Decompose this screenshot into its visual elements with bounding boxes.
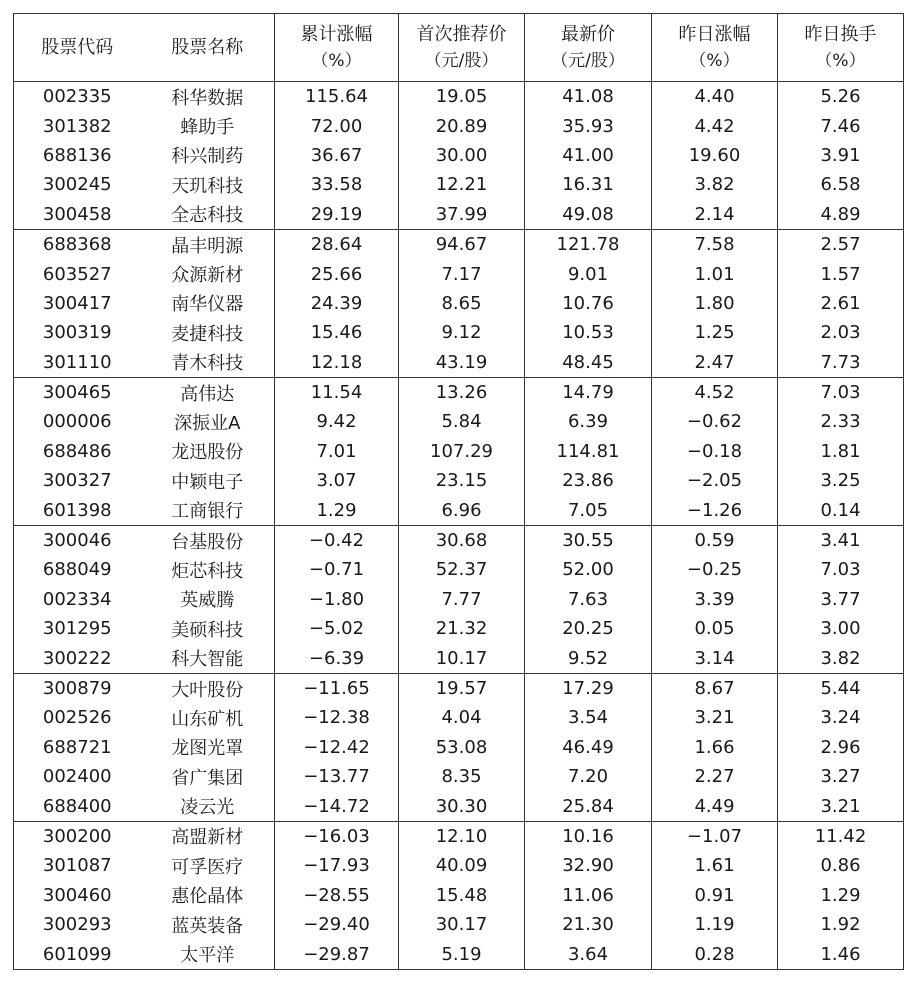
stock-table (13, 13, 904, 970)
table-row (14, 673, 904, 703)
table-row (14, 82, 904, 112)
table-row (14, 525, 904, 555)
cell-yesterday-turnover: 5.44 (778, 673, 904, 703)
cell-cumulative-gain: 36.67 (275, 141, 399, 170)
table-body (14, 82, 904, 970)
cell-yesterday-turnover: 2.33 (778, 407, 904, 436)
cell-yesterday-gain: −1.07 (652, 821, 778, 851)
cell-first-recommend-price: 43.19 (399, 348, 525, 378)
cell-stock-code: 688049 (42, 559, 112, 581)
cell-latest-price: 48.45 (525, 348, 652, 378)
cell-stock-code: 688486 (42, 440, 112, 462)
cell-cumulative-gain: 115.64 (275, 82, 399, 112)
cell-latest-price: 7.20 (525, 762, 652, 791)
cell-yesterday-turnover: 7.03 (778, 377, 904, 407)
cell-yesterday-gain: 4.40 (652, 82, 778, 112)
cell-yesterday-gain: 19.60 (652, 141, 778, 170)
cell-yesterday-gain: 0.05 (652, 614, 778, 643)
cell-latest-price: 6.39 (525, 407, 652, 436)
cell-yesterday-gain: 2.27 (652, 762, 778, 791)
cell-cumulative-gain: 33.58 (275, 170, 399, 199)
cell-latest-price: 16.31 (525, 170, 652, 199)
cell-first-recommend-price: 30.68 (399, 525, 525, 555)
cell-stock-code: 601398 (42, 499, 112, 521)
cell-stock-code: 301110 (42, 351, 112, 373)
cell-stock-code: 301295 (42, 618, 112, 640)
cell-stock-code: 300222 (42, 647, 112, 669)
cell-yesterday-turnover: 4.89 (778, 200, 904, 230)
cell-stock-code: 688400 (42, 795, 112, 817)
cell-stock-code: 300327 (42, 470, 112, 492)
cell-yesterday-turnover: 2.57 (778, 229, 904, 259)
table-row (14, 585, 904, 614)
cell-yesterday-gain: 2.47 (652, 348, 778, 378)
cell-yesterday-turnover: 0.86 (778, 851, 904, 880)
cell-stock-name: 南华仪器 (171, 294, 244, 316)
table-row (14, 141, 904, 170)
cell-stock-name: 天玑科技 (171, 175, 244, 197)
cell-first-recommend-price: 9.12 (399, 318, 525, 347)
cell-stock-name: 科华数据 (171, 87, 244, 109)
cell-latest-price: 41.08 (525, 82, 652, 112)
table-row (14, 614, 904, 643)
cell-yesterday-turnover: 3.25 (778, 466, 904, 495)
cell-first-recommend-price: 23.15 (399, 466, 525, 495)
cell-stock-name: 省广集团 (171, 767, 244, 789)
cell-yesterday-gain: 0.28 (652, 939, 778, 969)
cell-cumulative-gain: −11.65 (275, 673, 399, 703)
table-row (14, 318, 904, 347)
cell-cumulative-gain: −12.42 (275, 733, 399, 762)
cell-cumulative-gain: −0.42 (275, 525, 399, 555)
cell-yesterday-turnover: 3.91 (778, 141, 904, 170)
cell-stock-code: 300417 (42, 292, 112, 314)
cell-first-recommend-price: 12.21 (399, 170, 525, 199)
cell-yesterday-turnover: 3.41 (778, 525, 904, 555)
cell-first-recommend-price: 19.05 (399, 82, 525, 112)
table-row (14, 200, 904, 230)
cell-stock-code: 002526 (42, 707, 112, 729)
cell-latest-price: 21.30 (525, 910, 652, 939)
cell-stock-code: 000006 (42, 411, 112, 433)
cell-stock-name: 大叶股份 (141, 673, 275, 703)
table-row (14, 495, 904, 525)
cell-yesterday-gain: 1.80 (652, 289, 778, 318)
cell-yesterday-gain: 1.61 (652, 851, 778, 880)
cell-stock-code: 300319 (42, 322, 112, 344)
table-row (14, 407, 904, 436)
cell-stock-code: 601099 (42, 943, 112, 965)
cell-cumulative-gain: 11.54 (275, 377, 399, 407)
cell-stock-code: 300465 (14, 377, 141, 407)
cell-yesterday-turnover: 1.46 (778, 939, 904, 969)
cell-yesterday-turnover: 1.29 (778, 881, 904, 910)
cell-yesterday-gain: −1.26 (652, 495, 778, 525)
cell-cumulative-gain: −14.72 (275, 791, 399, 821)
header-yesterday-gain: 昨日涨幅 （%） (652, 14, 778, 82)
cell-first-recommend-price: 30.17 (399, 910, 525, 939)
cell-first-recommend-price: 30.00 (399, 141, 525, 170)
cell-latest-price: 3.54 (525, 703, 652, 732)
cell-first-recommend-price: 7.17 (399, 259, 525, 288)
cell-cumulative-gain: −1.80 (275, 585, 399, 614)
cell-stock-name: 美硕科技 (171, 619, 244, 641)
cell-cumulative-gain: 29.19 (275, 200, 399, 230)
cell-cumulative-gain: 12.18 (275, 348, 399, 378)
cell-cumulative-gain: −5.02 (275, 614, 399, 643)
cell-stock-name: 高盟新材 (141, 821, 275, 851)
cell-stock-name: 台基股份 (141, 525, 275, 555)
table-row (14, 762, 904, 791)
cell-latest-price: 35.93 (525, 111, 652, 140)
header-first-recommend-price: 首次推荐价 （元/股） (399, 14, 525, 82)
cell-yesterday-turnover: 1.92 (778, 910, 904, 939)
table-row (14, 939, 904, 969)
cell-latest-price: 11.06 (525, 881, 652, 910)
cell-stock-code: 300245 (42, 174, 112, 196)
cell-yesterday-gain: −0.25 (652, 555, 778, 584)
cell-latest-price: 10.76 (525, 289, 652, 318)
table-row (14, 111, 904, 140)
cell-yesterday-gain: 4.42 (652, 111, 778, 140)
cell-yesterday-turnover: 1.81 (778, 437, 904, 466)
cell-stock-code: 300879 (14, 673, 141, 703)
cell-stock-code: 002400 (42, 766, 112, 788)
header-row (14, 14, 904, 82)
cell-stock-code: 300458 (42, 203, 112, 225)
cell-yesterday-gain: 0.91 (652, 881, 778, 910)
cell-stock-name: 惠伦晶体 (171, 886, 244, 908)
cell-latest-price: 7.05 (525, 495, 652, 525)
cell-yesterday-turnover: 3.00 (778, 614, 904, 643)
cell-yesterday-gain: −2.05 (652, 466, 778, 495)
cell-cumulative-gain: −6.39 (275, 643, 399, 673)
cell-stock-name: 众源新材 (171, 265, 244, 287)
cell-yesterday-turnover: 3.21 (778, 791, 904, 821)
cell-yesterday-gain: −0.62 (652, 407, 778, 436)
cell-first-recommend-price: 107.29 (399, 437, 525, 466)
cell-first-recommend-price: 13.26 (399, 377, 525, 407)
cell-yesterday-gain: 0.59 (652, 525, 778, 555)
cell-latest-price: 52.00 (525, 555, 652, 584)
cell-cumulative-gain: −29.87 (275, 939, 399, 969)
cell-latest-price: 9.52 (525, 643, 652, 673)
cell-cumulative-gain: −0.71 (275, 555, 399, 584)
cell-stock-name: 深振业A (174, 412, 241, 434)
cell-stock-name: 龙迅股份 (171, 442, 244, 464)
cell-cumulative-gain: −17.93 (275, 851, 399, 880)
table-row (14, 881, 904, 910)
table-row (14, 791, 904, 821)
cell-cumulative-gain: 28.64 (275, 229, 399, 259)
cell-first-recommend-price: 53.08 (399, 733, 525, 762)
cell-cumulative-gain: −13.77 (275, 762, 399, 791)
table-row (14, 466, 904, 495)
stock-table-container (13, 13, 903, 970)
cell-stock-code: 301087 (42, 855, 112, 877)
cell-latest-price: 49.08 (525, 200, 652, 230)
table-row (14, 229, 904, 259)
cell-stock-name: 全志科技 (171, 205, 244, 227)
cell-yesterday-gain: 3.39 (652, 585, 778, 614)
cell-latest-price: 10.53 (525, 318, 652, 347)
table-row (14, 377, 904, 407)
header-stock-name: 股票名称 (141, 14, 275, 82)
cell-latest-price: 121.78 (525, 229, 652, 259)
cell-yesterday-turnover: 11.42 (778, 821, 904, 851)
cell-cumulative-gain: 15.46 (275, 318, 399, 347)
table-row (14, 170, 904, 199)
table-row (14, 555, 904, 584)
cell-yesterday-gain: −0.18 (652, 437, 778, 466)
cell-latest-price: 41.00 (525, 141, 652, 170)
cell-first-recommend-price: 10.17 (399, 643, 525, 673)
cell-first-recommend-price: 5.84 (399, 407, 525, 436)
cell-cumulative-gain: −12.38 (275, 703, 399, 732)
cell-yesterday-gain: 4.52 (652, 377, 778, 407)
cell-first-recommend-price: 8.65 (399, 289, 525, 318)
cell-stock-code: 688136 (42, 144, 112, 166)
cell-yesterday-turnover: 7.03 (778, 555, 904, 584)
cell-first-recommend-price: 37.99 (399, 200, 525, 230)
cell-yesterday-turnover: 1.57 (778, 259, 904, 288)
cell-stock-name: 蜂助手 (180, 117, 235, 139)
cell-yesterday-gain: 1.01 (652, 259, 778, 288)
cell-stock-name: 麦捷科技 (171, 323, 244, 345)
cell-latest-price: 14.79 (525, 377, 652, 407)
table-row (14, 851, 904, 880)
cell-yesterday-turnover: 0.14 (778, 495, 904, 525)
table-row (14, 437, 904, 466)
cell-stock-name: 中颖电子 (171, 471, 244, 493)
cell-latest-price: 10.16 (525, 821, 652, 851)
cell-latest-price: 17.29 (525, 673, 652, 703)
cell-latest-price: 3.64 (525, 939, 652, 969)
cell-first-recommend-price: 5.19 (399, 939, 525, 969)
cell-stock-code: 300293 (42, 914, 112, 936)
cell-first-recommend-price: 94.67 (399, 229, 525, 259)
cell-first-recommend-price: 15.48 (399, 881, 525, 910)
table-row (14, 348, 904, 378)
cell-latest-price: 114.81 (525, 437, 652, 466)
cell-yesterday-turnover: 3.27 (778, 762, 904, 791)
cell-stock-code: 603527 (42, 263, 112, 285)
cell-yesterday-gain: 1.25 (652, 318, 778, 347)
cell-stock-name: 可孚医疗 (171, 856, 244, 878)
cell-stock-name: 科大智能 (171, 649, 244, 671)
cell-stock-code: 300200 (14, 821, 141, 851)
header-cumulative-gain: 累计涨幅 （%） (275, 14, 399, 82)
cell-yesterday-gain: 3.21 (652, 703, 778, 732)
cell-first-recommend-price: 6.96 (399, 495, 525, 525)
cell-stock-name: 科兴制药 (171, 146, 244, 168)
table-row (14, 259, 904, 288)
table-row (14, 289, 904, 318)
cell-first-recommend-price: 20.89 (399, 111, 525, 140)
cell-stock-name: 工商银行 (171, 501, 244, 523)
cell-stock-name: 英威腾 (180, 590, 235, 612)
cell-first-recommend-price: 21.32 (399, 614, 525, 643)
cell-cumulative-gain: 1.29 (275, 495, 399, 525)
header-yesterday-turnover: 昨日换手 （%） (778, 14, 904, 82)
cell-yesterday-turnover: 2.96 (778, 733, 904, 762)
cell-stock-name: 青木科技 (171, 353, 244, 375)
cell-stock-name: 高伟达 (141, 377, 275, 407)
cell-stock-code: 002334 (42, 588, 112, 610)
cell-stock-code: 002335 (42, 86, 112, 108)
cell-yesterday-gain: 7.58 (652, 229, 778, 259)
cell-cumulative-gain: −28.55 (275, 881, 399, 910)
cell-stock-code: 688368 (14, 229, 141, 259)
table-row (14, 910, 904, 939)
header-latest-price: 最新价 （元/股） (525, 14, 652, 82)
cell-yesterday-gain: 1.19 (652, 910, 778, 939)
cell-latest-price: 25.84 (525, 791, 652, 821)
cell-stock-code: 301382 (42, 115, 112, 137)
cell-yesterday-turnover: 3.77 (778, 585, 904, 614)
table-row (14, 733, 904, 762)
cell-cumulative-gain: 9.42 (275, 407, 399, 436)
table-row (14, 703, 904, 732)
cell-latest-price: 20.25 (525, 614, 652, 643)
cell-stock-name: 晶丰明源 (141, 229, 275, 259)
cell-yesterday-turnover: 2.03 (778, 318, 904, 347)
cell-first-recommend-price: 19.57 (399, 673, 525, 703)
cell-stock-name: 炬芯科技 (171, 560, 244, 582)
cell-first-recommend-price: 7.77 (399, 585, 525, 614)
cell-latest-price: 9.01 (525, 259, 652, 288)
table-header (14, 14, 904, 82)
cell-first-recommend-price: 12.10 (399, 821, 525, 851)
cell-cumulative-gain: 25.66 (275, 259, 399, 288)
cell-yesterday-gain: 3.14 (652, 643, 778, 673)
cell-yesterday-turnover: 6.58 (778, 170, 904, 199)
cell-cumulative-gain: 24.39 (275, 289, 399, 318)
cell-stock-name: 凌云光 (180, 797, 235, 819)
cell-first-recommend-price: 4.04 (399, 703, 525, 732)
cell-latest-price: 7.63 (525, 585, 652, 614)
cell-yesterday-gain: 2.14 (652, 200, 778, 230)
cell-stock-name: 蓝英装备 (171, 915, 244, 937)
table-row (14, 643, 904, 673)
cell-cumulative-gain: 3.07 (275, 466, 399, 495)
cell-yesterday-gain: 4.49 (652, 791, 778, 821)
cell-yesterday-gain: 3.82 (652, 170, 778, 199)
cell-cumulative-gain: 72.00 (275, 111, 399, 140)
cell-stock-name: 山东矿机 (171, 708, 244, 730)
table-row (14, 821, 904, 851)
cell-yesterday-gain: 1.66 (652, 733, 778, 762)
cell-cumulative-gain: −16.03 (275, 821, 399, 851)
cell-stock-code: 300460 (42, 884, 112, 906)
cell-yesterday-turnover: 3.24 (778, 703, 904, 732)
cell-cumulative-gain: 7.01 (275, 437, 399, 466)
cell-latest-price: 30.55 (525, 525, 652, 555)
cell-latest-price: 46.49 (525, 733, 652, 762)
cell-yesterday-turnover: 2.61 (778, 289, 904, 318)
cell-stock-code: 688721 (42, 736, 112, 758)
cell-stock-code: 300046 (14, 525, 141, 555)
cell-yesterday-turnover: 5.26 (778, 82, 904, 112)
cell-stock-name: 龙图光罩 (171, 738, 244, 760)
cell-yesterday-turnover: 7.73 (778, 348, 904, 378)
cell-latest-price: 23.86 (525, 466, 652, 495)
cell-latest-price: 32.90 (525, 851, 652, 880)
cell-first-recommend-price: 8.35 (399, 762, 525, 791)
cell-first-recommend-price: 40.09 (399, 851, 525, 880)
cell-stock-name: 太平洋 (180, 945, 235, 967)
cell-first-recommend-price: 52.37 (399, 555, 525, 584)
cell-yesterday-gain: 8.67 (652, 673, 778, 703)
cell-yesterday-turnover: 3.82 (778, 643, 904, 673)
cell-cumulative-gain: −29.40 (275, 910, 399, 939)
cell-first-recommend-price: 30.30 (399, 791, 525, 821)
header-stock-code: 股票代码 (14, 14, 141, 82)
cell-yesterday-turnover: 7.46 (778, 111, 904, 140)
